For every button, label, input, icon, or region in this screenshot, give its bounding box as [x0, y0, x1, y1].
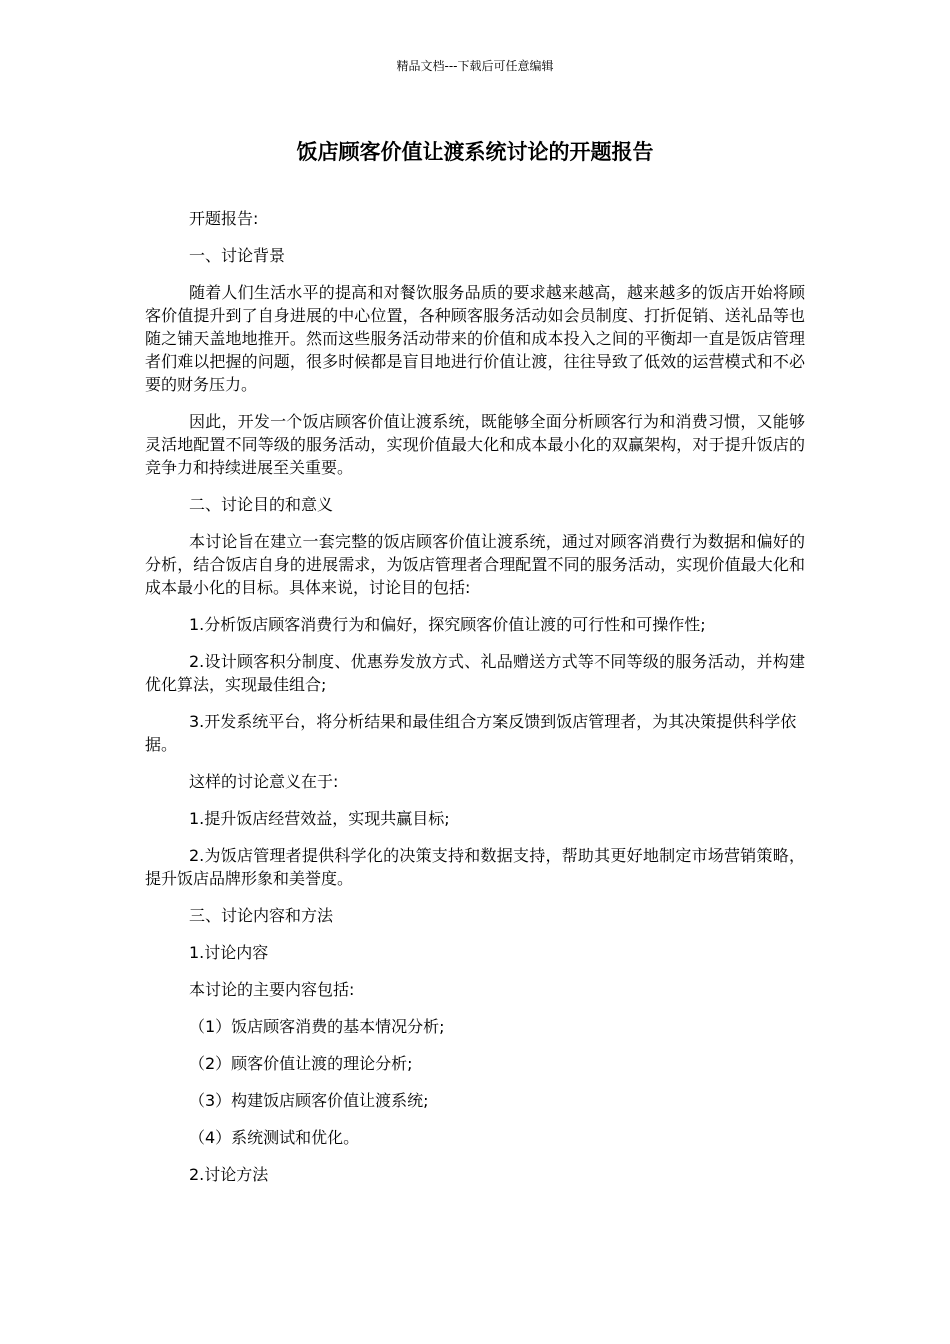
list-item-significance-1: 1.提升饭店经营效益，实现共赢目标; [189, 809, 450, 828]
subheading-content: 1.讨论内容 [189, 943, 269, 962]
paragraph-report-label: 开题报告: [189, 209, 259, 228]
document-title: 饭店顾客价值让渡系统讨论的开题报告 [296, 140, 654, 164]
section-heading-content-method: 三、讨论内容和方法 [189, 906, 334, 925]
list-item-content-2: （2）顾客价值让渡的理论分析; [189, 1054, 413, 1073]
header-note: 精品文档---下载后可任意编辑 [396, 59, 554, 73]
paragraph-content-intro: 本讨论的主要内容包括: [189, 980, 355, 999]
list-item-content-3: （3）构建饭店顾客价值让渡系统; [189, 1091, 429, 1110]
paragraph-background-1: 随着人们生活水平的提高和对餐饮服务品质的要求越来越高，越来越多的饭店开始将顾客价值提升到了自身进展的中心位置，各种顾客服务活动如会员制度、打折促销、送礼品等也随之铺天盖地地推开。然而这些服务活动带来的价值和成本投入之间的平衡却一直是饭店管理者们难以把握的问题，很多时候都是盲目地进行价值让渡，往往导致了低效的运营模式和不必要的财务压力。 [145, 283, 805, 394]
list-item-content-4: （4）系统测试和优化。 [189, 1128, 360, 1147]
paragraph-significance-intro: 这样的讨论意义在于: [189, 772, 339, 791]
document-body [145, 207, 805, 1200]
subheading-method: 2.讨论方法 [189, 1165, 269, 1184]
list-item-purpose-1: 1.分析饭店顾客消费行为和偏好，探究顾客价值让渡的可行性和可操作性; [189, 615, 706, 634]
list-item-content-1: （1）饭店顾客消费的基本情况分析; [189, 1017, 445, 1036]
list-item-purpose-2: 2.设计顾客积分制度、优惠券发放方式、礼品赠送方式等不同等级的服务活动，并构建优化算法，实现最佳组合; [145, 652, 805, 694]
section-heading-background: 一、讨论背景 [189, 246, 286, 265]
section-heading-purpose: 二、讨论目的和意义 [189, 495, 334, 514]
paragraph-purpose-intro: 本讨论旨在建立一套完整的饭店顾客价值让渡系统，通过对顾客消费行为数据和偏好的分析，结合饭店自身的进展需求，为饭店管理者合理配置不同的服务活动，实现价值最大化和成本最小化的目标。具体来说，讨论目的包括: [145, 532, 805, 597]
list-item-significance-2: 2.为饭店管理者提供科学化的决策支持和数据支持，帮助其更好地制定市场营销策略，提升饭店品牌形象和美誉度。 [145, 846, 805, 888]
paragraph-background-2: 因此，开发一个饭店顾客价值让渡系统，既能够全面分析顾客行为和消费习惯，又能够灵活地配置不同等级的服务活动，实现价值最大化和成本最小化的双赢架构，对于提升饭店的竞争力和持续进展至关重要。 [145, 412, 805, 477]
list-item-purpose-3: 3.开发系统平台，将分析结果和最佳组合方案反馈到饭店管理者，为其决策提供科学依据。 [145, 712, 797, 754]
